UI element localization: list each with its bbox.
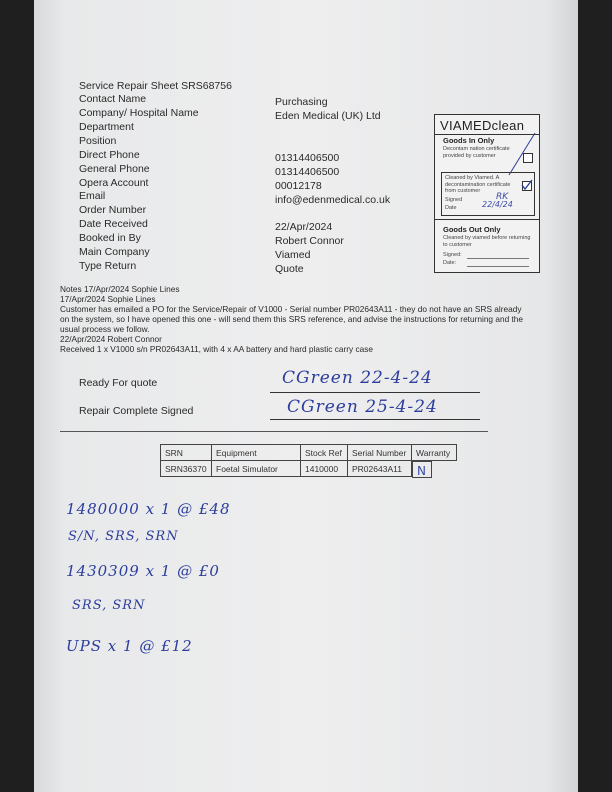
ready-for-quote-signature: CGreen 22-4-24 [282, 368, 433, 388]
ready-for-quote-label: Ready For quote [79, 377, 158, 389]
table-cell: Foetal Simulator [212, 461, 301, 477]
field-label: Type Return [79, 260, 137, 272]
table-header: Equipment [212, 445, 301, 461]
cleaned-text: Cleaned by Viamed. A decontamination certificate from customer [445, 175, 511, 194]
field-label: Direct Phone [79, 149, 140, 161]
table-header: SRN [161, 445, 212, 461]
srn-table [160, 444, 457, 477]
field-label: Department [79, 121, 134, 133]
handwritten-line: SRS, SRN [72, 598, 146, 613]
table-header: Stock Ref [301, 445, 348, 461]
field-label: Opera Account [79, 177, 149, 189]
checkmark-icon [521, 179, 533, 191]
field-value: Robert Connor [275, 235, 344, 247]
handwritten-line: 1480000 x 1 @ £48 [66, 500, 231, 518]
field-label: Order Number [79, 204, 147, 216]
date-value: 22/4/24 [482, 200, 513, 209]
table-header-row [161, 445, 457, 461]
table-header: Warranty [412, 445, 457, 461]
sheet-title: Service Repair Sheet SRS68756 [79, 80, 232, 92]
handwritten-line: 1430309 x 1 @ £0 [66, 562, 220, 580]
signed-value: RK [496, 192, 509, 202]
note-line: 17/Apr/2024 Sophie Lines [60, 294, 156, 304]
table-cell: PR02643A11 [348, 461, 412, 477]
signed-label: Signed [445, 197, 463, 203]
goods-out-text: Cleaned by viamed before returning to customer [443, 235, 531, 248]
field-value: 22/Apr/2024 [275, 221, 333, 233]
repair-complete-signature: CGreen 25-4-24 [287, 397, 438, 417]
field-label: Email [79, 190, 106, 202]
field-value: Quote [275, 263, 304, 275]
field-label: Company/ Hospital Name [79, 107, 199, 119]
out-signed-label: Signed: [443, 252, 462, 258]
goods-in-title: Goods In Only [443, 136, 495, 145]
field-value: info@edenmedical.co.uk [275, 194, 391, 206]
table-cell: N [412, 461, 432, 478]
note-line: 22/Apr/2024 Robert Connor [60, 334, 162, 344]
note-line: Received 1 x V1000 s/n PR02643A11, with 4 x AA battery and hard plastic carry case [60, 344, 374, 354]
note-line: Notes 17/Apr/2024 Sophie Lines [60, 284, 180, 294]
field-value: Viamed [275, 249, 311, 261]
field-value: 00012178 [275, 180, 322, 192]
field-label: Date Received [79, 218, 148, 230]
field-label: Booked in By [79, 232, 141, 244]
field-value: 01314406500 [275, 152, 340, 164]
date-label: Date [445, 205, 457, 211]
out-date-label: Date: [443, 260, 457, 266]
handwritten-line: S/N, SRS, SRN [68, 529, 179, 544]
brand-logo: VIAMEDclean [440, 118, 525, 133]
pen-stroke-icon [505, 131, 539, 177]
goods-out-title: Goods Out Only [443, 225, 501, 234]
field-label: Contact Name [79, 93, 147, 105]
decon-text: Decontam nation certificate provided by customer [443, 146, 510, 159]
table-cell: 1410000 [301, 461, 348, 477]
note-line: Customer has emailed a PO for the Service/Repair of V1000 - Serial number PR02643A11 - they do not have an SRS already on the system, so I have opened this one - will send them this SRS reference, and advise the instructions for returning and the usual process we follow. [60, 304, 524, 334]
divider [60, 431, 488, 432]
field-value: 01314406500 [275, 166, 340, 178]
cleaned-section [441, 172, 535, 216]
field-label: General Phone [79, 163, 150, 175]
table-header: Serial Number [348, 445, 412, 461]
table-row [161, 461, 457, 477]
repair-complete-label: Repair Complete Signed [79, 405, 194, 417]
field-value: Purchasing [275, 96, 328, 108]
field-label: Main Company [79, 246, 150, 258]
field-label: Position [79, 135, 117, 147]
goods-box [434, 114, 540, 273]
table-cell: SRN36370 [161, 461, 212, 477]
field-value: Eden Medical (UK) Ltd [275, 110, 381, 122]
handwritten-line: UPS x 1 @ £12 [66, 637, 193, 655]
